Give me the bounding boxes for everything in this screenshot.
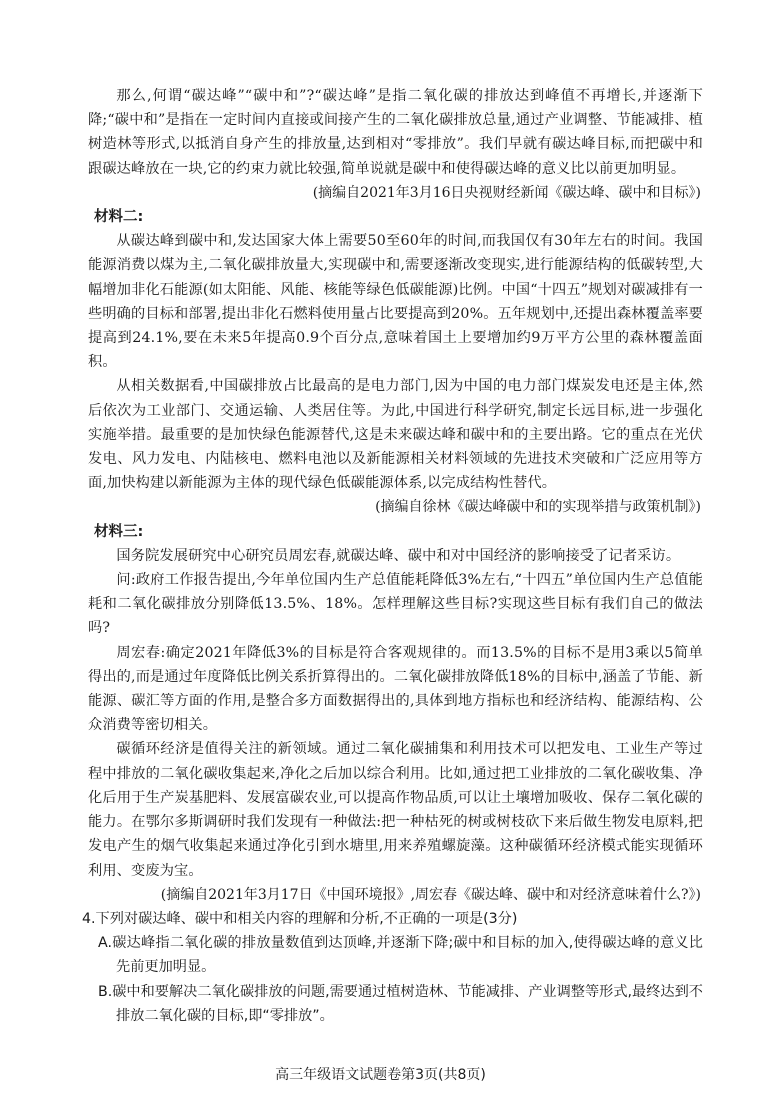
question-4-option-b: B.碳中和要解决二氧化碳排放的问题,需要通过植树造林、节能减排、产业调整等形式,最终达到不排放二氧化碳的目标,即“零排放”。 bbox=[98, 983, 703, 1024]
material3-paragraph-1: 国务院发展研究中心研究员周宏春,就碳达峰、碳中和对中国经济的影响接受了记者采访。 bbox=[116, 547, 681, 564]
material2-heading: 材料二: bbox=[94, 209, 144, 226]
material1-paragraph: 那么,何谓“碳达峰”“碳中和”?“碳达峰”是指二氧化碳的排放达到峰值不再增长,并逐渐下降;“碳中和”是指在一定时间内直接或间接产生的二氧化碳排放总量,通过产业调整、节能减排、植树造林等形式,以抵消自身产生的排放量,达到相对“零排放”。我们早就有碳达峰目标,而把碳中和跟碳达峰放在一块,它的约束力就比较强,简单说就是碳中和使得碳达峰的意义比以前更加明显。 bbox=[88, 88, 703, 177]
page-footer: 高三年级语文试题卷第3页(共8页) bbox=[275, 1067, 486, 1083]
question-4-option-a: A.碳达峰指二氧化碳的排放量数值到达顶峰,并逐渐下降;碳中和目标的加入,使得碳达峰的意义比先前更加明显。 bbox=[98, 935, 703, 976]
question-4-stem: 4.下列对碳达峰、碳中和相关内容的理解和分析,不正确的一项是(3分) bbox=[82, 910, 518, 927]
material3-source: (摘编自2021年3月17日《中国环境报》,周宏春《碳达峰、碳中和对经济意味着什么?》) bbox=[160, 886, 701, 903]
material1-source: (摘编自2021年3月16日央视财经新闻《碳达峰、碳中和目标》) bbox=[312, 184, 701, 201]
material2-paragraph-2: 从相关数据看,中国碳排放占比最高的是电力部门,因为中国的电力部门煤炭发电还是主体,然后依次为工业部门、交通运输、人类居住等。为此,中国进行科学研究,制定长远目标,进一步强化实施举措。最重要的是加快绿色能源替代,这是未来碳达峰和碳中和的主要出路。它的重点在光伏发电、风力发电、内陆核电、燃料电池以及新能源相关材料领域的先进技术突破和广泛应用等方面,加快构建以新能源为主体的现代绿色低碳能源体系,以完成结构性替代。 bbox=[88, 378, 703, 492]
material3-paragraph-3: 周宏春:确定2021年降低3%的目标是符合客观规律的。而13.5%的目标不是用3乘以5简单得出的,而是通过年度降低比例关系折算得出的。二氧化碳排放降低18%的目标中,涵盖了节能、新能源、碳汇等方面的作用,是整合多方面数据得出的,具体到地方指标也和经济结构、能源结构、公众消费等密切相关。 bbox=[88, 644, 703, 734]
material2-source: (摘编自徐林《碳达峰碳中和的实现举措与政策机制》) bbox=[375, 499, 701, 516]
material3-paragraph-4: 碳循环经济是值得关注的新领域。通过二氧化碳捕集和利用技术可以把发电、工业生产等过程中排放的二氧化碳收集起来,净化之后加以综合利用。比如,通过把工业排放的二氧化碳收集、净化后用于生产炭基肥料、发展富碳农业,可以提高作物品质,可以让土壤增加吸收、保存二氧化碳的能力。在鄂尔多斯调研时我们发现有一种做法:把一种枯死的树或树枝砍下来后做生物发电原料,把发电产生的烟气收集起来通过净化引到水塘里,用来养殖螺旋藻。这种碳循环经济模式能实现循环利用、变废为宝。 bbox=[88, 741, 703, 879]
material3-paragraph-2: 问:政府工作报告提出,今年单位国内生产总值能耗降低3%左右,“十四五”单位国内生产总值能耗和二氧化碳排放分别降低13.5%、18%。怎样理解这些目标?实现这些目标有我们自己的做法吗? bbox=[88, 572, 703, 637]
material3-heading: 材料三: bbox=[94, 523, 144, 540]
material2-paragraph-1: 从碳达峰到碳中和,发达国家大体上需要50至60年的时间,而我国仅有30年左右的时间。我国能源消费以煤为主,二氧化碳排放量大,实现碳中和,需要逐渐改变现实,进行能源结构的低碳转型,大幅增加非化石能源(如太阳能、风能、核能等绿色低碳能源)比例。中国“十四五”规划对碳减排有一些明确的目标和部署,提出非化石燃料使用量占比要提高到20%。五年规划中,还提出森林覆盖率要提高到24.1%,要在未来5年提高0.9个百分点,意味着国土上要增加约9万平方公里的森林覆盖面积。 bbox=[88, 233, 703, 371]
